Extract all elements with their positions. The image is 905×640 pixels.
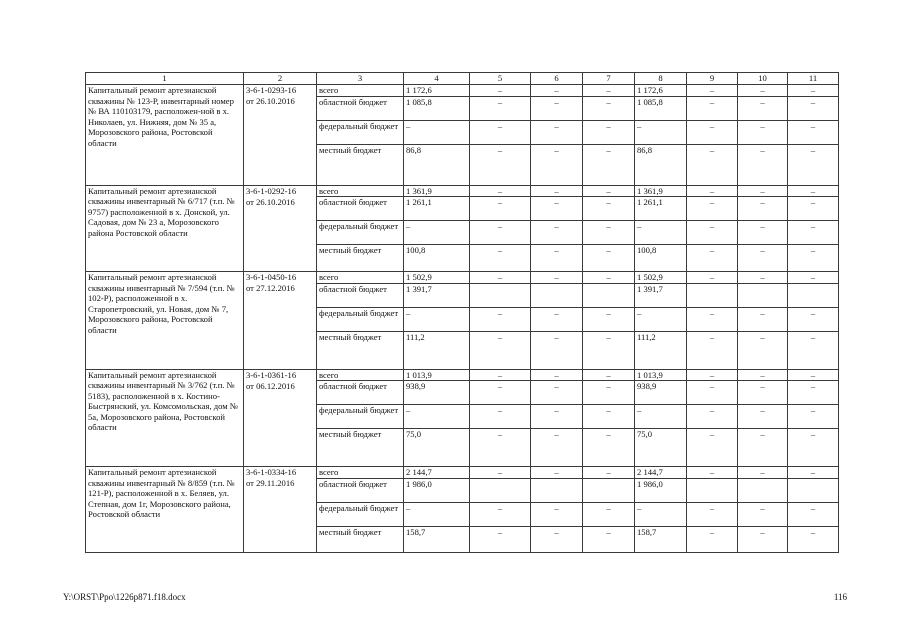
value-cell: – — [687, 272, 738, 284]
value-cell: – — [531, 197, 583, 221]
value-cell: – — [404, 221, 470, 245]
value-cell: 938,9 — [404, 381, 470, 405]
value-cell: – — [687, 221, 738, 245]
value-cell: – — [583, 526, 635, 552]
value-cell: 2 144,7 — [404, 467, 470, 479]
value-cell: 1 085,8 — [635, 96, 687, 120]
project-description: Капитальный ремонт артезианской скважины № 123-Р, инвентарный номер № ВА 110103179, расположен-ной в х. Николаев, ул. Нижняя, дом № 35 а, Морозовского района, Ростовской области — [86, 85, 244, 186]
project-number — [244, 185, 317, 272]
value-cell: – — [788, 221, 839, 245]
value-cell: – — [531, 467, 583, 479]
value-cell: – — [738, 369, 788, 381]
value-cell: – — [531, 120, 583, 144]
value-cell: – — [470, 96, 531, 120]
value-cell: 1 172,6 — [404, 85, 470, 97]
table-row — [86, 85, 839, 97]
value-cell: – — [788, 502, 839, 526]
funding-source: областной бюджет — [317, 197, 404, 221]
value-cell — [788, 283, 839, 307]
value-cell: – — [788, 331, 839, 369]
header-cell: 6 — [531, 73, 583, 85]
value-cell: 1 986,0 — [635, 478, 687, 502]
value-cell — [583, 283, 635, 307]
funding-source: всего — [317, 85, 404, 97]
value-cell: – — [583, 405, 635, 429]
value-cell: 1 261,1 — [635, 197, 687, 221]
value-cell: – — [788, 120, 839, 144]
value-cell: – — [470, 185, 531, 197]
value-cell: – — [788, 429, 839, 467]
funding-source: всего — [317, 369, 404, 381]
value-cell: 1 172,6 — [635, 85, 687, 97]
value-cell: – — [583, 85, 635, 97]
value-cell: – — [404, 307, 470, 331]
project-description: Капитальный ремонт артезианской скважины инвентарный № 8/859 (т.п. № 121-Р), расположенной в х. Беляев, ул. Степная, дом 1г, Морозовского района, Ростовской области — [86, 467, 244, 553]
value-cell — [788, 478, 839, 502]
value-cell: – — [583, 307, 635, 331]
project-number — [244, 369, 317, 467]
funding-source: местный бюджет — [317, 245, 404, 272]
value-cell — [687, 283, 738, 307]
funding-source: федеральный бюджет — [317, 307, 404, 331]
value-cell: – — [531, 221, 583, 245]
value-cell: – — [788, 526, 839, 552]
value-cell: – — [583, 185, 635, 197]
value-cell: – — [738, 272, 788, 284]
project-date: от 26.10.2016 — [246, 196, 295, 207]
value-cell: 1 391,7 — [635, 283, 687, 307]
value-cell: – — [788, 467, 839, 479]
value-cell: 1 013,9 — [404, 369, 470, 381]
value-cell: – — [788, 185, 839, 197]
value-cell: – — [788, 144, 839, 185]
value-cell: – — [687, 85, 738, 97]
header-cell: 4 — [404, 73, 470, 85]
value-cell: – — [470, 369, 531, 381]
funding-source: всего — [317, 185, 404, 197]
value-cell: – — [738, 502, 788, 526]
value-cell: – — [635, 221, 687, 245]
value-cell: – — [687, 331, 738, 369]
value-cell: – — [470, 381, 531, 405]
value-cell: – — [635, 307, 687, 331]
value-cell: 1 986,0 — [404, 478, 470, 502]
value-cell: – — [583, 221, 635, 245]
value-cell: – — [583, 467, 635, 479]
value-cell: – — [470, 221, 531, 245]
value-cell: – — [738, 120, 788, 144]
value-cell: – — [687, 369, 738, 381]
value-cell: – — [531, 369, 583, 381]
project-number-value: 3-6-1-0293-16 — [246, 85, 297, 95]
funding-source: федеральный бюджет — [317, 405, 404, 429]
value-cell: – — [738, 185, 788, 197]
value-cell: – — [788, 369, 839, 381]
value-cell: 1 361,9 — [404, 185, 470, 197]
value-cell: – — [470, 331, 531, 369]
value-cell: – — [788, 96, 839, 120]
value-cell: – — [788, 272, 839, 284]
value-cell: – — [531, 381, 583, 405]
value-cell: 111,2 — [635, 331, 687, 369]
funding-source: областной бюджет — [317, 478, 404, 502]
value-cell: – — [531, 185, 583, 197]
value-cell: – — [404, 502, 470, 526]
value-cell: – — [738, 85, 788, 97]
project-number-value: 3-6-1-0361-16 — [246, 369, 297, 380]
value-cell — [583, 478, 635, 502]
value-cell — [531, 478, 583, 502]
project-description: Капитальный ремонт артезианской скважины инвентарный № 6/717 (т.п. № 9757) расположенной в х. Донской, ул. Садовая, дом № 23 а, Морозовского района Ростовской области — [86, 185, 244, 272]
value-cell: – — [738, 405, 788, 429]
header-cell: 7 — [583, 73, 635, 85]
project-date: от 26.10.2016 — [246, 96, 295, 106]
value-cell: – — [635, 120, 687, 144]
project-number-value: 3-6-1-0450-16 — [246, 272, 297, 282]
value-cell: – — [738, 144, 788, 185]
value-cell: – — [470, 307, 531, 331]
value-cell: – — [531, 405, 583, 429]
value-cell — [738, 283, 788, 307]
value-cell: – — [583, 144, 635, 185]
value-cell: – — [470, 197, 531, 221]
value-cell — [470, 478, 531, 502]
table-row — [86, 369, 839, 381]
value-cell: 938,9 — [635, 381, 687, 405]
value-cell: – — [583, 96, 635, 120]
header-cell: 10 — [738, 73, 788, 85]
value-cell — [531, 283, 583, 307]
project-date: от 29.11.2016 — [246, 478, 295, 488]
value-cell — [470, 283, 531, 307]
value-cell: – — [583, 331, 635, 369]
funding-source: местный бюджет — [317, 144, 404, 185]
value-cell: – — [531, 502, 583, 526]
value-cell: 75,0 — [404, 429, 470, 467]
funding-source: всего — [317, 272, 404, 284]
value-cell: – — [470, 467, 531, 479]
header-cell: 11 — [788, 73, 839, 85]
value-cell: – — [687, 120, 738, 144]
budget-table — [85, 72, 839, 553]
header-cell: 5 — [470, 73, 531, 85]
value-cell: 1 013,9 — [635, 369, 687, 381]
value-cell: – — [531, 429, 583, 467]
value-cell — [738, 478, 788, 502]
value-cell: – — [738, 307, 788, 331]
value-cell: – — [687, 245, 738, 272]
value-cell: – — [635, 502, 687, 526]
value-cell: – — [687, 467, 738, 479]
footer-file-path: Y:\ORST\Ppo\1226p871.f18.docx — [63, 592, 186, 602]
value-cell: – — [583, 381, 635, 405]
value-cell: 1 391,7 — [404, 283, 470, 307]
project-number — [244, 467, 317, 553]
value-cell: – — [583, 245, 635, 272]
value-cell: – — [687, 381, 738, 405]
value-cell: – — [470, 120, 531, 144]
value-cell: – — [404, 120, 470, 144]
value-cell: – — [583, 197, 635, 221]
value-cell: – — [470, 429, 531, 467]
value-cell: – — [470, 85, 531, 97]
value-cell: – — [404, 405, 470, 429]
value-cell: – — [788, 245, 839, 272]
value-cell: – — [583, 502, 635, 526]
value-cell: – — [738, 467, 788, 479]
value-cell: – — [788, 85, 839, 97]
value-cell: – — [687, 405, 738, 429]
value-cell: – — [583, 429, 635, 467]
value-cell: – — [738, 381, 788, 405]
value-cell: – — [687, 197, 738, 221]
funding-source: местный бюджет — [317, 526, 404, 552]
value-cell: – — [687, 96, 738, 120]
table-row — [86, 467, 839, 479]
value-cell: – — [788, 307, 839, 331]
table-row — [86, 185, 839, 197]
value-cell: – — [470, 405, 531, 429]
value-cell: 158,7 — [635, 526, 687, 552]
value-cell: – — [531, 331, 583, 369]
value-cell: 100,8 — [635, 245, 687, 272]
funding-source: местный бюджет — [317, 429, 404, 467]
value-cell: – — [470, 526, 531, 552]
value-cell: – — [788, 405, 839, 429]
value-cell: – — [583, 120, 635, 144]
value-cell: – — [531, 144, 583, 185]
value-cell: – — [531, 85, 583, 97]
value-cell: 2 144,7 — [635, 467, 687, 479]
value-cell: – — [738, 197, 788, 221]
value-cell: 158,7 — [404, 526, 470, 552]
project-number-value: 3-6-1-0292-16 — [246, 185, 297, 196]
value-cell: 1 502,9 — [404, 272, 470, 284]
value-cell: 1 361,9 — [635, 185, 687, 197]
value-cell: – — [738, 96, 788, 120]
value-cell: – — [738, 331, 788, 369]
value-cell — [687, 478, 738, 502]
value-cell: 100,8 — [404, 245, 470, 272]
project-description: Капитальный ремонт артезианской скважины инвентарный № 3/762 (т.п. № 5183), расположенной в х. Костино-Быстрянский, ул. Комсомольская, дом № 5а, Морозовского района, Ростовской области — [86, 369, 244, 467]
value-cell: – — [687, 526, 738, 552]
header-cell: 8 — [635, 73, 687, 85]
value-cell: – — [687, 185, 738, 197]
funding-source: всего — [317, 467, 404, 479]
value-cell: – — [531, 307, 583, 331]
project-date: от 27.12.2016 — [246, 283, 295, 293]
value-cell: – — [788, 381, 839, 405]
header-cell: 3 — [317, 73, 404, 85]
project-number-value: 3-6-1-0334-16 — [246, 467, 297, 477]
value-cell: 86,8 — [635, 144, 687, 185]
value-cell: – — [531, 526, 583, 552]
footer-page-number: 116 — [833, 592, 847, 602]
table-row — [86, 272, 839, 284]
value-cell: 111,2 — [404, 331, 470, 369]
value-cell: – — [583, 369, 635, 381]
value-cell: – — [738, 245, 788, 272]
value-cell: – — [738, 221, 788, 245]
value-cell: – — [738, 526, 788, 552]
value-cell: – — [583, 272, 635, 284]
funding-source: федеральный бюджет — [317, 502, 404, 526]
value-cell: – — [470, 502, 531, 526]
value-cell: – — [470, 144, 531, 185]
project-number — [244, 85, 317, 186]
funding-source: федеральный бюджет — [317, 221, 404, 245]
value-cell: – — [531, 96, 583, 120]
value-cell: – — [738, 429, 788, 467]
funding-source: федеральный бюджет — [317, 120, 404, 144]
header-row — [86, 73, 839, 85]
value-cell: – — [531, 272, 583, 284]
value-cell: 1 085,8 — [404, 96, 470, 120]
value-cell: – — [687, 502, 738, 526]
value-cell: – — [470, 245, 531, 272]
funding-source: областной бюджет — [317, 381, 404, 405]
value-cell: – — [687, 144, 738, 185]
value-cell: – — [788, 197, 839, 221]
project-description: Капитальный ремонт артезианской скважины инвентарный № 7/594 (т.п. № 102-Р), расположенной в х. Старопетровский, ул. Новая, дом № 7, Морозовского района, Ростовской области — [86, 272, 244, 370]
value-cell: 1 261,1 — [404, 197, 470, 221]
funding-source: местный бюджет — [317, 331, 404, 369]
header-cell: 9 — [687, 73, 738, 85]
value-cell: – — [687, 429, 738, 467]
project-date: от 06.12.2016 — [246, 380, 295, 391]
header-cell: 1 — [86, 73, 244, 85]
value-cell: – — [687, 307, 738, 331]
value-cell: – — [635, 405, 687, 429]
funding-source: областной бюджет — [317, 96, 404, 120]
value-cell: – — [531, 245, 583, 272]
funding-source: областной бюджет — [317, 283, 404, 307]
value-cell: 1 502,9 — [635, 272, 687, 284]
header-cell: 2 — [244, 73, 317, 85]
project-number — [244, 272, 317, 370]
value-cell: 75,0 — [635, 429, 687, 467]
value-cell: 86,8 — [404, 144, 470, 185]
value-cell: – — [470, 272, 531, 284]
